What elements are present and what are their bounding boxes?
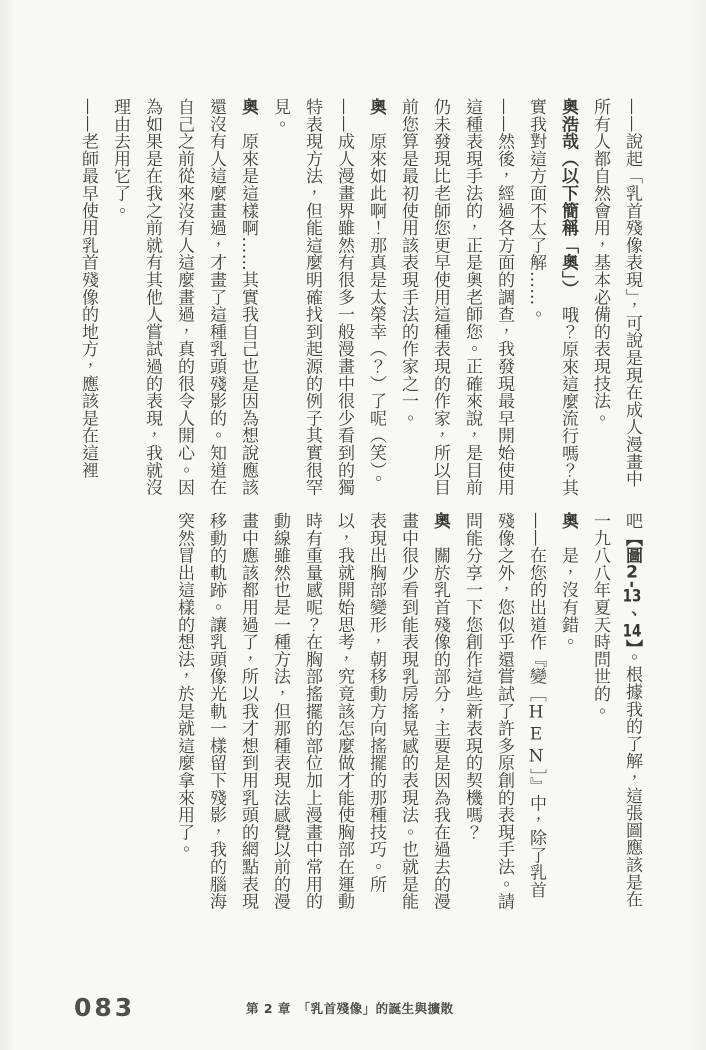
text-run: 是，沒有錯。 bbox=[558, 546, 578, 651]
paragraph bbox=[104, 98, 264, 500]
paragraph bbox=[392, 98, 520, 500]
paragraph bbox=[264, 98, 360, 500]
text-run: 原來是這樣啊……其實我自己也是因為想說應該還沒有人這麼畫過，才畫了這種乳頭殘影的。知道在自己之前從來沒有人這麼畫過，真的很令人開心。因為如果是在我之前就有其他人嘗試過的表現，我就沒理由去用它了。 bbox=[110, 98, 258, 496]
text-band-bottom bbox=[72, 512, 648, 914]
text-run: ——說起「乳首殘像表現」，可說是現在成人漫畫中所有人都自然會用，基本必備的表現技法。 bbox=[590, 98, 642, 488]
text-run: ——成人漫畫界雖然有很多一般漫畫中很少看到的獨特表現方法，但能這麼明確找到起源的例子其實很罕見。 bbox=[270, 98, 354, 496]
text-run: 【圖 bbox=[622, 529, 642, 564]
paragraph bbox=[72, 98, 104, 500]
text-run: 原來如此啊！那真是太榮幸（？）了呢（笑）。 bbox=[366, 132, 386, 488]
paragraph bbox=[584, 512, 648, 914]
paragraph bbox=[520, 98, 584, 500]
paragraph bbox=[360, 98, 392, 500]
speaker-label: 奧 bbox=[558, 512, 578, 547]
speaker-label: 奧 bbox=[238, 98, 258, 133]
text-run: 。根據我的了解，這張圖應該是在一九八八年夏天時問世的。 bbox=[590, 512, 642, 908]
text-run: 13 bbox=[622, 588, 642, 606]
text-run: 、 bbox=[622, 605, 642, 623]
text-run: ——在您的出道作『變［ bbox=[526, 512, 546, 703]
text-band-top bbox=[72, 98, 648, 500]
page-number: 083 bbox=[74, 993, 136, 1022]
text-run: 關於乳首殘像的部分，主要是因為我在過去的漫畫中很少看到能表現乳房搖晃感的表現法。也就是能表現出胸部變形，朝移動方向搖擺的那種技巧。所以，我就開始思考，究竟該怎麼做才能使胸部在運動時有重量感呢？在胸部搖擺的部位加上漫畫中常用的動線雖然也是一種方法，但那種表現法感覺以前的漫畫中應該都用過了，所以我才想到用乳頭的網點表現移動的軌跡。讓乳頭像光軌一樣留下殘影，我的腦海突然冒出這樣的想法，於是就這麼拿來用了。 bbox=[174, 512, 450, 910]
text-run: ］』中，除了乳首殘像之外，您似乎還嘗試了許多原創的表現手法。請問能分享一下您創作這些新表現的契機嗎？ bbox=[462, 512, 546, 910]
text-run: 吧 bbox=[622, 512, 642, 530]
text-run: ——老師最早使用乳首殘像的地方，應該是在這裡 bbox=[78, 98, 98, 479]
speaker-label: 奧 bbox=[430, 512, 450, 547]
text-run: ——然後，經過各方面的調查，我發現最早開始使用這種表現手法的，正是奧老師您。正確來說，是目前仍未發現比老師您更早使用這種表現的作家，所以目前您算是最初使用該表現手法的作家之一。 bbox=[398, 98, 514, 496]
speaker-label: 奧浩哉（以下簡稱「奧」） bbox=[558, 98, 578, 306]
text-run: HEN bbox=[526, 702, 546, 769]
paragraph bbox=[584, 98, 648, 500]
chapter-title: 第 2 章 「乳首殘像」的誕生與擴散 bbox=[246, 1001, 454, 1016]
text-run: 哦？原來這麼流行嗎？其實我對這方面不太了解……。 bbox=[526, 98, 578, 497]
page-footer bbox=[0, 985, 706, 1030]
speaker-label: 奧 bbox=[366, 98, 386, 133]
text-run: 14 bbox=[622, 622, 642, 640]
text-run: - bbox=[622, 580, 642, 589]
text-run: 2 bbox=[626, 563, 638, 581]
text-run: 】 bbox=[622, 639, 642, 649]
paragraph bbox=[456, 512, 552, 914]
paragraph bbox=[168, 512, 456, 914]
paragraph bbox=[552, 512, 584, 914]
